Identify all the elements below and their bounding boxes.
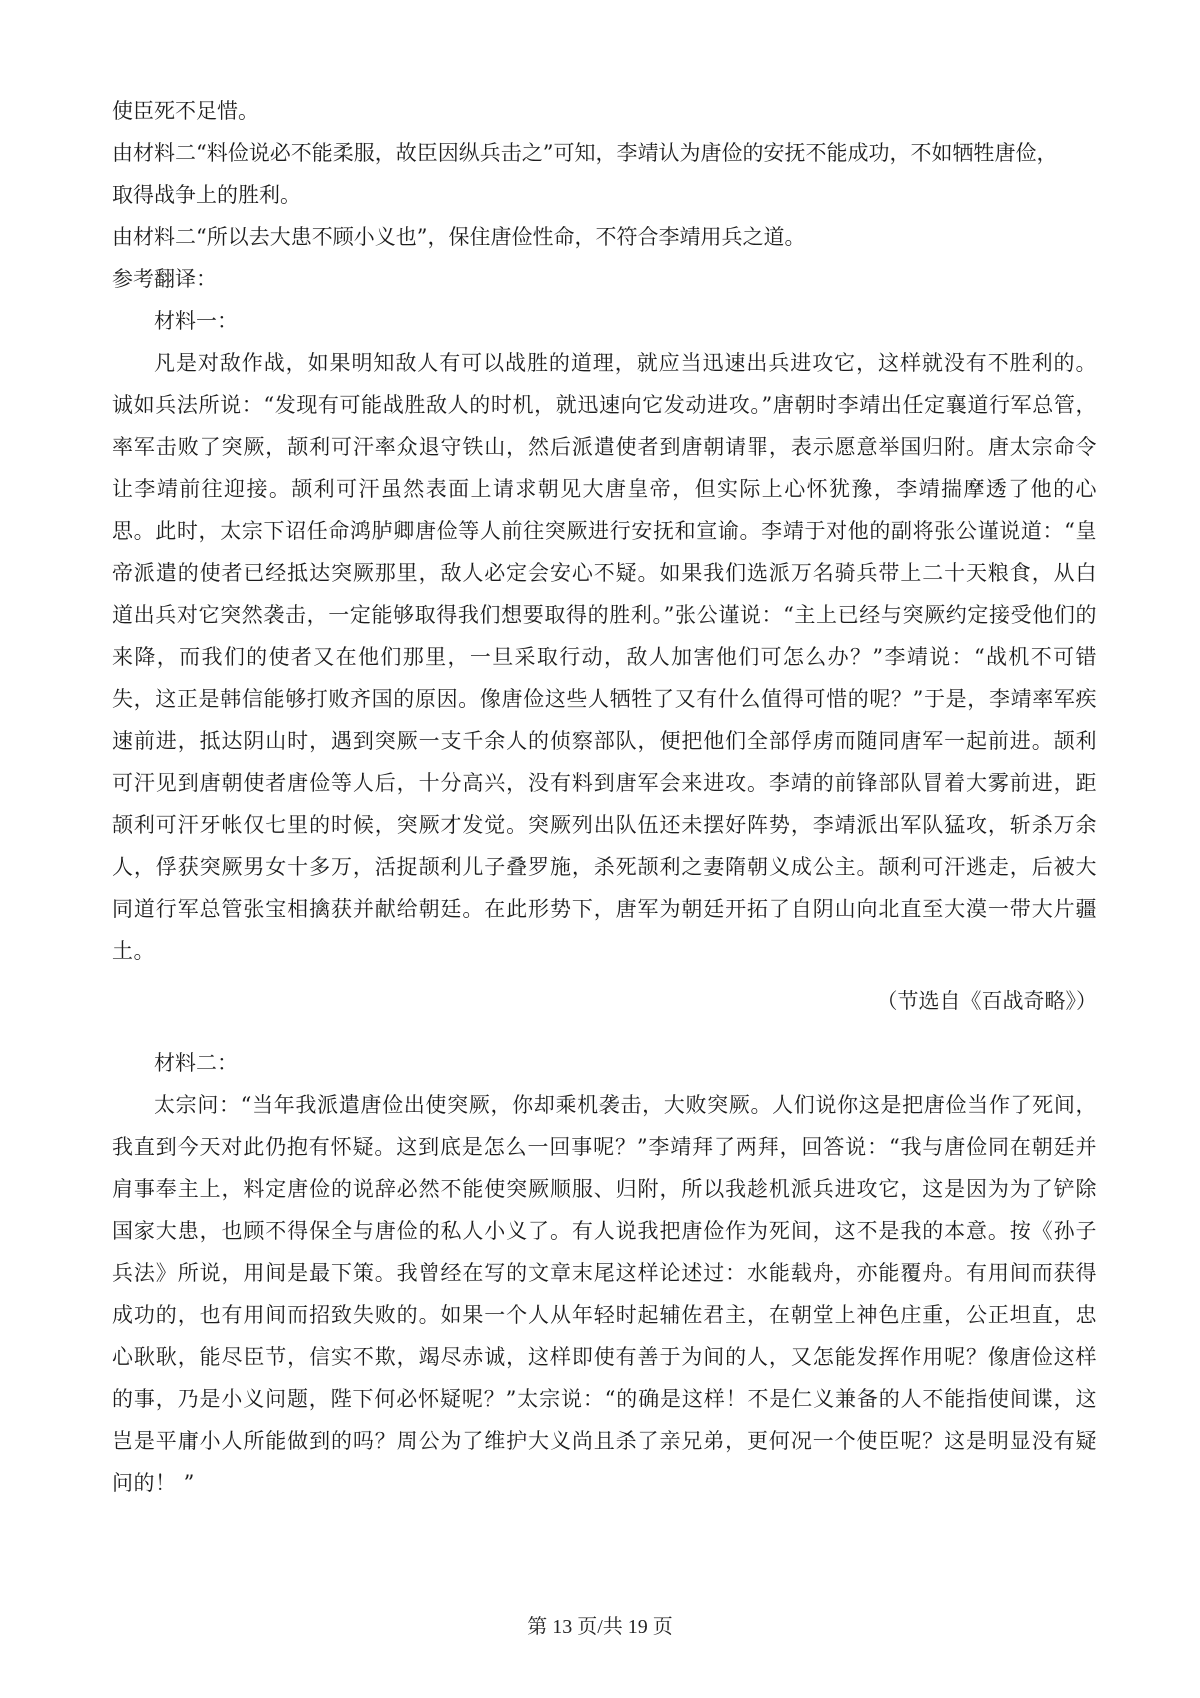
answer-line-1: 使臣死不足惜。: [112, 99, 259, 123]
material-two-body: 太宗问：“当年我派遣唐俭出使突厥，你却乘机袭击，大败突厥。人们说你这是把唐俭当作了死间，我直到今天对此仍抱有怀疑。这到底是怎么一回事呢？”李靖拜了两拜，回答说：“我与唐俭同在朝廷并肩事奉主上，料定唐俭的说辞必然不能使突厥顺服、归附，所以我趁机派兵进攻它，这是因为为了铲除国家大患，也顾不得保全与唐俭的私人小义了。有人说我把唐俭作为死间，这不是我的本意。按《孙子兵法》所说，用间是最下策。我曾经在写的文章末尾这样论述过：水能载舟，亦能覆舟。有用间而获得成功的，也有用间而招致失败的。如果一个人从年轻时起辅佐君主，在朝堂上神色庄重，公正坦直，忠心耿耿，能尽臣节，信实不欺，竭尽赤诚，这样即使有善于为间的人，又怎能发挥作用呢？像唐俭这样的事，乃是小义问题，陛下何必怀疑呢？”太宗说：“的确是这样！不是仁义兼备的人不能指使间谍，这岂是平庸小人所能做到的吗？周公为了维护大义尚且杀了亲兄弟，更何况一个使臣呢？这是明显没有疑问的！ ”: [112, 1093, 1097, 1495]
material-one-body: 凡是对敌作战，如果明知敌人有可以战胜的道理，就应当迅速出兵进攻它，这样就没有不胜利的。诚如兵法所说：“发现有可能战胜敌人的时机，就迅速向它发动进攻。”唐朝时李靖出任定襄道行军总管，率军击败了突厥，颉利可汗率众退守铁山，然后派遣使者到唐朝请罪，表示愿意举国归附。唐太宗命令让李靖前往迎接。颉利可汗虽然表面上请求朝见大唐皇帝，但实际上心怀犹豫，李靖揣摩透了他的心思。此时，太宗下诏任命鸿胪卿唐俭等人前往突厥进行安抚和宣谕。李靖于对他的副将张公谨说道：“皇帝派遣的使者已经抵达突厥那里，敌人必定会安心不疑。如果我们选派万名骑兵带上二十天粮食，从白道出兵对它突然袭击，一定能够取得我们想要取得的胜利。”张公谨说：“主上已经与突厥约定接受他们的来降，而我们的使者又在他们那里，一旦采取行动，敌人加害他们可怎么办？”李靖说：“战机不可错失，这正是韩信能够打败齐国的原因。像唐俭这些人牺牲了又有什么值得可惜的呢？”于是，李靖率军疾速前进，抵达阴山时，遇到突厥一支千余人的侦察部队，便把他们全部俘虏而随同唐军一起前进。颉利可汗见到唐朝使者唐俭等人后，十分高兴，没有料到唐军会来进攻。李靖的前锋部队冒着大雾前进，距颉利可汗牙帐仅七里的时候，突厥才发觉。突厥列出队伍还未摆好阵势，李靖派出军队猛攻，斩杀万余人，俘获突厥男女十多万，活捉颉利儿子叠罗施，杀死颉利之妻隋朝义成公主。颉利可汗逃走，后被大同道行军总管张宝相擒获并献给朝廷。在此形势下，唐军为朝廷开拓了自阴山向北直至大漠一带大片疆土。: [112, 351, 1097, 963]
translation-label: 参考翻译：: [112, 267, 217, 291]
answer-line-2: 由材料二“料俭说必不能柔服，故臣因纵兵击之”可知，李靖认为唐俭的安抚不能成功，不如牺牲唐俭，: [112, 141, 1058, 165]
page-number-footer: 第 13 页/共 19 页: [527, 1616, 673, 1638]
section-gap: [112, 1022, 1097, 1042]
answer-line-4: 由材料二“所以去大患不顾小义也”，保住唐俭性命，不符合李靖用兵之道。: [112, 225, 806, 249]
material-one-heading: 材料一：: [154, 309, 238, 333]
document-page: [112, 90, 1097, 1504]
answer-line-3: 取得战争上的胜利。: [112, 183, 301, 207]
material-one-source: （节选自《百战奇略》）: [876, 989, 1097, 1013]
material-two-heading: 材料二：: [154, 1051, 238, 1075]
